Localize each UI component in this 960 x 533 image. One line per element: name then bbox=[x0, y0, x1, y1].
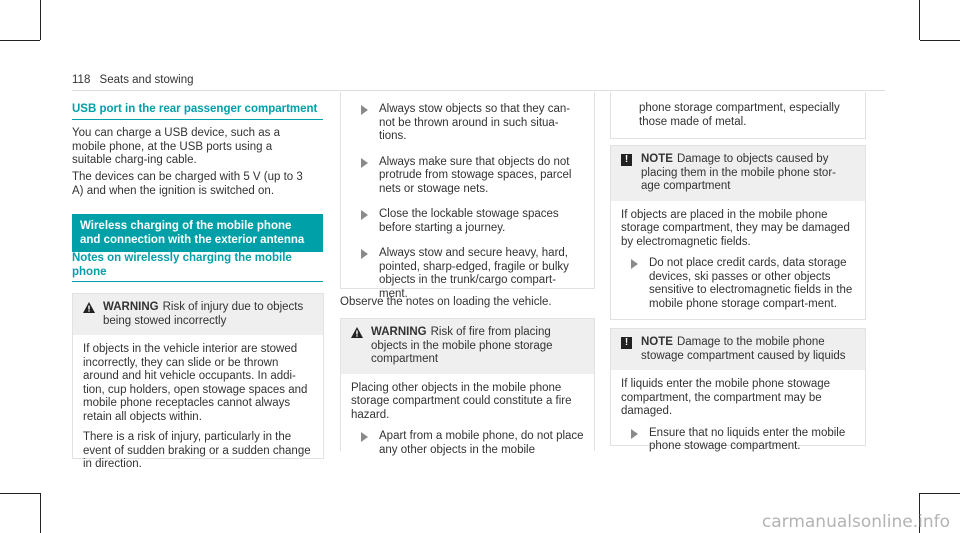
list-item-text: Always make sure that objects do not protrude from stowage spaces, parcel nets or stowage nets. bbox=[379, 155, 572, 195]
list-item-text: Ensure that no liquids enter the mobile phone stowage compartment. bbox=[649, 426, 846, 452]
list-item bbox=[351, 103, 584, 144]
warning-header bbox=[73, 294, 323, 335]
note-header bbox=[611, 146, 865, 201]
list-item bbox=[351, 430, 584, 457]
arrow-bullet-icon bbox=[361, 249, 368, 259]
crop-mark bbox=[0, 40, 40, 41]
crop-mark bbox=[920, 40, 960, 41]
note-box-liquids bbox=[610, 328, 866, 452]
warning-triangle-icon bbox=[83, 302, 95, 313]
list-item bbox=[351, 247, 584, 301]
warning-body bbox=[341, 374, 594, 466]
note-header bbox=[611, 329, 865, 370]
arrow-bullet-icon bbox=[361, 158, 368, 168]
list-item bbox=[351, 208, 584, 235]
crop-mark bbox=[40, 493, 41, 533]
crop-mark bbox=[919, 0, 920, 40]
heading-rule bbox=[72, 119, 323, 120]
list-item bbox=[621, 257, 855, 311]
warning-text: There is a risk of injury, particularly in the event of sudden braking or a sudden change in direction. bbox=[83, 431, 311, 470]
crop-mark bbox=[40, 0, 41, 40]
arrow-bullet-icon bbox=[631, 429, 638, 439]
crop-mark bbox=[0, 493, 40, 494]
note-title: Damage to the mobile phone stowage compartment caused by liquids bbox=[641, 336, 846, 362]
warning-header bbox=[341, 319, 594, 374]
usb-paragraph: You can charge a USB device, such as a mobile phone, at the USB ports using a suitable charg-ing cable. bbox=[72, 127, 280, 166]
page-number: 118 bbox=[72, 74, 91, 86]
arrow-bullet-icon bbox=[361, 210, 368, 220]
warning-box-fire bbox=[340, 318, 595, 456]
note-box-electromagnetic bbox=[610, 145, 866, 320]
warning-text: If objects in the vehicle interior are stowed incorrectly, they can slide or be thrown around and hit vehicle occupants. In addi-tion, cup holders, open stowage spaces and mobile phone receptacles cannot always retain all objects within. bbox=[83, 343, 308, 423]
warning-instructions bbox=[341, 92, 594, 309]
list-item bbox=[621, 427, 855, 454]
heading-rule bbox=[72, 281, 323, 282]
list-item bbox=[351, 156, 584, 197]
note-body bbox=[611, 370, 865, 462]
arrow-bullet-icon bbox=[631, 259, 638, 269]
warning-box-injury bbox=[72, 293, 324, 470]
page-header bbox=[72, 74, 194, 88]
list-item-text: phone storage compartment, especially those made of metal. bbox=[639, 102, 840, 128]
observe-note: Observe the notes on loading the vehicle. bbox=[340, 296, 552, 308]
section-heading-usb: USB port in the rear passenger compartment bbox=[72, 103, 318, 115]
warning-continuation-box bbox=[610, 92, 866, 139]
warning-triangle-icon bbox=[351, 327, 363, 338]
subheading-wireless-notes: Notes on wirelessly charging the mobile phone bbox=[72, 252, 292, 278]
usb-paragraph: The devices can be charged with 5 V (up to 3 A) and when the ignition is switched on. bbox=[72, 171, 303, 197]
header-rule bbox=[72, 90, 885, 91]
warning-instructions bbox=[611, 92, 865, 129]
warning-title: Risk of injury due to objects being stowed incorrectly bbox=[103, 301, 304, 327]
note-text: If objects are placed in the mobile phone storage compartment, they may be damaged by electromagnetic fields. bbox=[621, 208, 850, 248]
note-title: Damage to objects caused by placing them in the mobile phone stor-age compartment bbox=[641, 153, 836, 192]
warning-body bbox=[73, 335, 323, 487]
list-item-text: Always stow objects so that they can-not be thrown around in such situa-tions. bbox=[379, 103, 571, 142]
note-label: NOTE bbox=[641, 336, 673, 348]
note-label: NOTE bbox=[641, 153, 673, 165]
list-item-text: Always stow and secure heavy, hard, pointed, sharp-edged, fragile or bulky objects in the trunk/cargo compart-ment. bbox=[379, 247, 569, 300]
arrow-bullet-icon bbox=[361, 105, 368, 115]
warning-continuation-box bbox=[340, 92, 595, 300]
warning-label: WARNING bbox=[103, 301, 159, 313]
warning-label: WARNING bbox=[371, 326, 427, 338]
notice-exclamation-icon: ! bbox=[621, 337, 632, 349]
watermark-text: carmanualsonline.info bbox=[761, 511, 950, 532]
arrow-bullet-icon bbox=[361, 432, 368, 442]
crop-mark bbox=[920, 493, 960, 494]
notice-exclamation-icon: ! bbox=[621, 154, 632, 166]
note-text: If liquids enter the mobile phone stowage compartment, the compartment may be damaged. bbox=[621, 378, 831, 417]
warning-text: Placing other objects in the mobile phone storage compartment could constitute a fire hazard. bbox=[351, 381, 572, 421]
list-item-text: Do not place credit cards, data storage devices, ski passes or other objects sensitive to electromagnetic fields in the mobile phone storage compart-ment. bbox=[649, 257, 853, 310]
list-item-text: Apart from a mobile phone, do not place any other objects in the mobile bbox=[379, 430, 584, 456]
section-title: Seats and stowing bbox=[99, 74, 194, 86]
warning-title: Risk of fire from placing objects in the mobile phone storage compartment bbox=[371, 326, 553, 365]
section-bar-wireless: Wireless charging of the mobile phone and connection with the exterior antenna bbox=[72, 214, 323, 252]
note-body bbox=[611, 201, 865, 320]
list-item-text: Close the lockable stowage spaces before starting a journey. bbox=[379, 208, 559, 234]
